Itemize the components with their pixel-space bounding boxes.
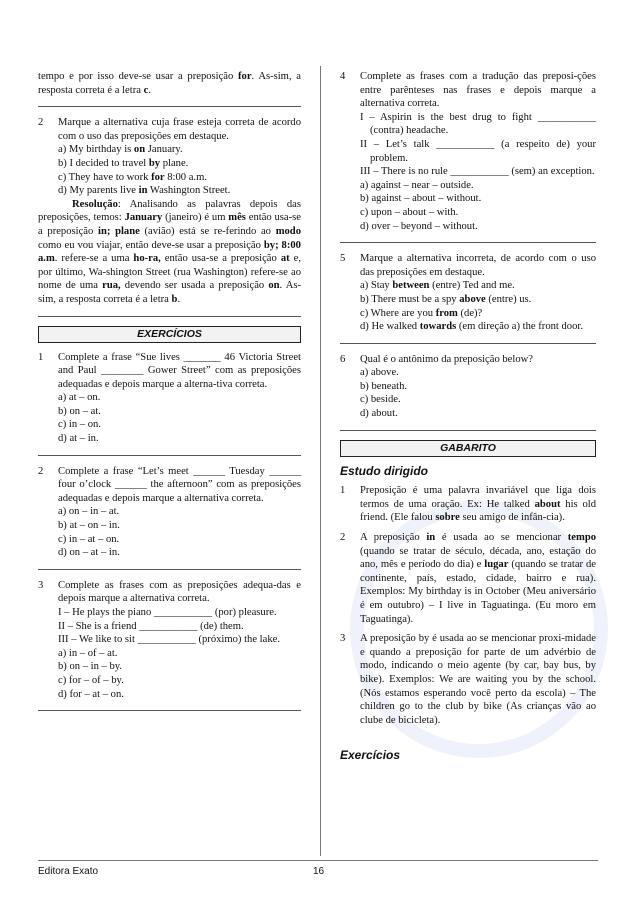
- footer-rule: [38, 860, 598, 861]
- option: d) He walked towards (em direção a) the front door.: [360, 321, 583, 333]
- resolution-paragraph: Resolução: Analisando as palavras depois das preposições, temos: January (janeiro) é um mês então usa-se a preposição in; plane (avião) está se re-ferindo ao modo como eu vou viajar, então deve-se usar a preposição by; 8:00 a.m. refere-se a uma ho-ra, então usa-se a preposição at e, por último, Wa-shington Street (rua Washington) refere-se ao nome de uma rua, devendo ser usada a preposição on. As-sim, a resposta correta é a letra b.: [38, 198, 301, 305]
- sentence-line: I – Aspirin is the best drug to fight ___________ (contra) headache.: [360, 111, 596, 137]
- option: d) My parents live in Washington Street.: [58, 185, 231, 197]
- gabarito-header: GABARITO: [340, 440, 596, 457]
- question-2-options: [38, 143, 301, 197]
- left-column: [38, 70, 301, 720]
- sentence-line: II – She is a friend ___________ (de) them.: [58, 620, 244, 632]
- separator: [38, 316, 301, 317]
- sentence-line: II – Let’s talk ___________ (a respeito de) your problem.: [360, 138, 596, 164]
- exercise-3: 3 Complete as frases com as preposições adequa-das e depois marque a alternativa correta. I – He plays the piano ___________ (por) pleasure. II – She is a friend ___________ (de) them. III – We like to sit ___________ (próximo) the lake. a) in – of – at. b) on – in – by. c) for – of – by. d) for – at – on.: [38, 579, 301, 700]
- option: c) upon – about – with.: [360, 206, 459, 218]
- option: c) in – at – on.: [58, 533, 120, 545]
- option: c) for – of – by.: [58, 674, 124, 686]
- option: b) on – at.: [58, 405, 101, 417]
- separator: [340, 430, 596, 431]
- answer-item: 3 A preposição by é usada ao se mencionar proxi-midade e quando a preposição for parte de um advérbio de modo, indicando o meio agente (by car, bay bus, by bike). Exemplos: We are waiting you by the school. (Nós estamos esperando você perto da escola) – The children go to the club by bike (As crianças vão ao clube de bicicleta).: [340, 633, 596, 726]
- separator: [38, 106, 301, 107]
- option: b) at – on – in.: [58, 520, 120, 532]
- exercicios-header: EXERCÍCIOS: [38, 326, 301, 343]
- option: d) for – at – on.: [58, 688, 124, 700]
- option: d) at – in.: [58, 433, 99, 445]
- option: d) over – beyond – without.: [360, 220, 478, 232]
- separator: [340, 343, 596, 344]
- option: c) Where are you from (de)?: [360, 307, 483, 319]
- separator: [38, 455, 301, 456]
- sentence-line: I – He plays the piano ___________ (por) pleasure.: [58, 607, 277, 618]
- option: a) in – of – at.: [58, 647, 118, 659]
- separator: [38, 569, 301, 570]
- option: a) against – near – outside.: [360, 179, 474, 191]
- option: a) at – on.: [58, 392, 101, 404]
- estudo-dirigido-title: Estudo dirigido: [340, 463, 428, 478]
- exercise-5: 5 Marque a alternativa incorreta, de acordo com o uso das preposições em destaque. a) Stay between (entre) Ted and me. b) There must be a spy above (entre) us. c) Where are you from (de)? d) He walked towards (em direção a) the front door.: [340, 253, 596, 333]
- option: b) I decided to travel by plane.: [58, 157, 189, 169]
- option: b) There must be a spy above (entre) us.: [360, 293, 532, 305]
- option: c) They have to work for 8:00 a.m.: [58, 171, 207, 183]
- sentence-line: III – There is no rule ___________ (sem) an exception.: [360, 166, 595, 178]
- answer-item: 2 A preposição in é usada ao se mencionar tempo (quando se tratar de século, década, ano, estação do ano, mês e período do dia) e lugar (quando se tratar de continente, país, estado, cidade, bairro e rua). Exemplos: My birthday is in October (Meu aniversário é em outubro) – I live in Taguatinga. (Eu moro em Taguatinga).: [340, 532, 597, 625]
- option: d) about.: [360, 408, 398, 420]
- exercise-1: 1 Complete a frase “Sue lives _______ 46 Victoria Street and Paul ________ Gower Street” com as preposições adequadas e depois marque a alterna-tiva correta. a) at – on. b) on – at. c) in – on. d) at – in.: [38, 351, 301, 445]
- separator: [340, 242, 596, 243]
- option: a) My birthday is on January.: [58, 144, 183, 156]
- option: a) on – in – at.: [58, 506, 120, 518]
- option: c) in – on.: [58, 419, 101, 431]
- option: a) Stay between (entre) Ted and me.: [360, 280, 515, 292]
- footer-publisher: Editora Exato: [38, 866, 99, 877]
- exercise-2: 2 Complete a frase “Let’s meet ______ Tuesday ______ four o’clock ______ the afternoon” com as preposições adequadas e depois marque a alternativa correta. a) on – in – at. b) at – on – in. c) in – at – on. d) on – at – in.: [38, 465, 301, 559]
- answer-item: 1 Preposição é uma palavra invariável que liga dois termos de uma oração. Ex: He talked about his old friend. (Ele falou sobre seu amigo de infân-cia).: [340, 485, 597, 524]
- option: b) on – in – by.: [58, 661, 123, 673]
- exercise-4: 4 Complete as frases com a tradução das preposi-ções entre parênteses nas frases e depois marque a alternativa correta. I – Aspirin is the best drug to fight ___________ (contra) headache. II – Let’s talk ___________ (a respeito de) your problem. III – There is no rule ___________ (sem) an exception. a) against – near – outside. b) against – about – without. c) upon – about – with. d) over – beyond – without.: [340, 71, 596, 232]
- intro-paragraph: tempo e por isso deve-se usar a preposição for. As-sim, a resposta correta é a letra c.: [38, 71, 301, 96]
- right-column: [340, 70, 596, 769]
- exercise-6: 6 Qual é o antônimo da preposição below? a) above. b) beneath. c) beside. d) about.: [340, 353, 596, 421]
- option: d) on – at – in.: [58, 547, 120, 559]
- option: a) above.: [360, 367, 399, 379]
- separator: [38, 710, 301, 711]
- sentence-line: III – We like to sit ___________ (próximo) the lake.: [58, 634, 280, 646]
- column-divider: [320, 66, 321, 856]
- option: b) beneath.: [360, 380, 408, 392]
- question-2-example: 2 Marque a alternativa cuja frase esteja correta de acordo com o uso das preposições em destaque.: [38, 117, 301, 142]
- option: c) beside.: [360, 394, 401, 406]
- page-number: 16: [313, 866, 325, 877]
- option: b) against – about – without.: [360, 193, 482, 205]
- exercicios-title: Exercícios: [340, 748, 401, 763]
